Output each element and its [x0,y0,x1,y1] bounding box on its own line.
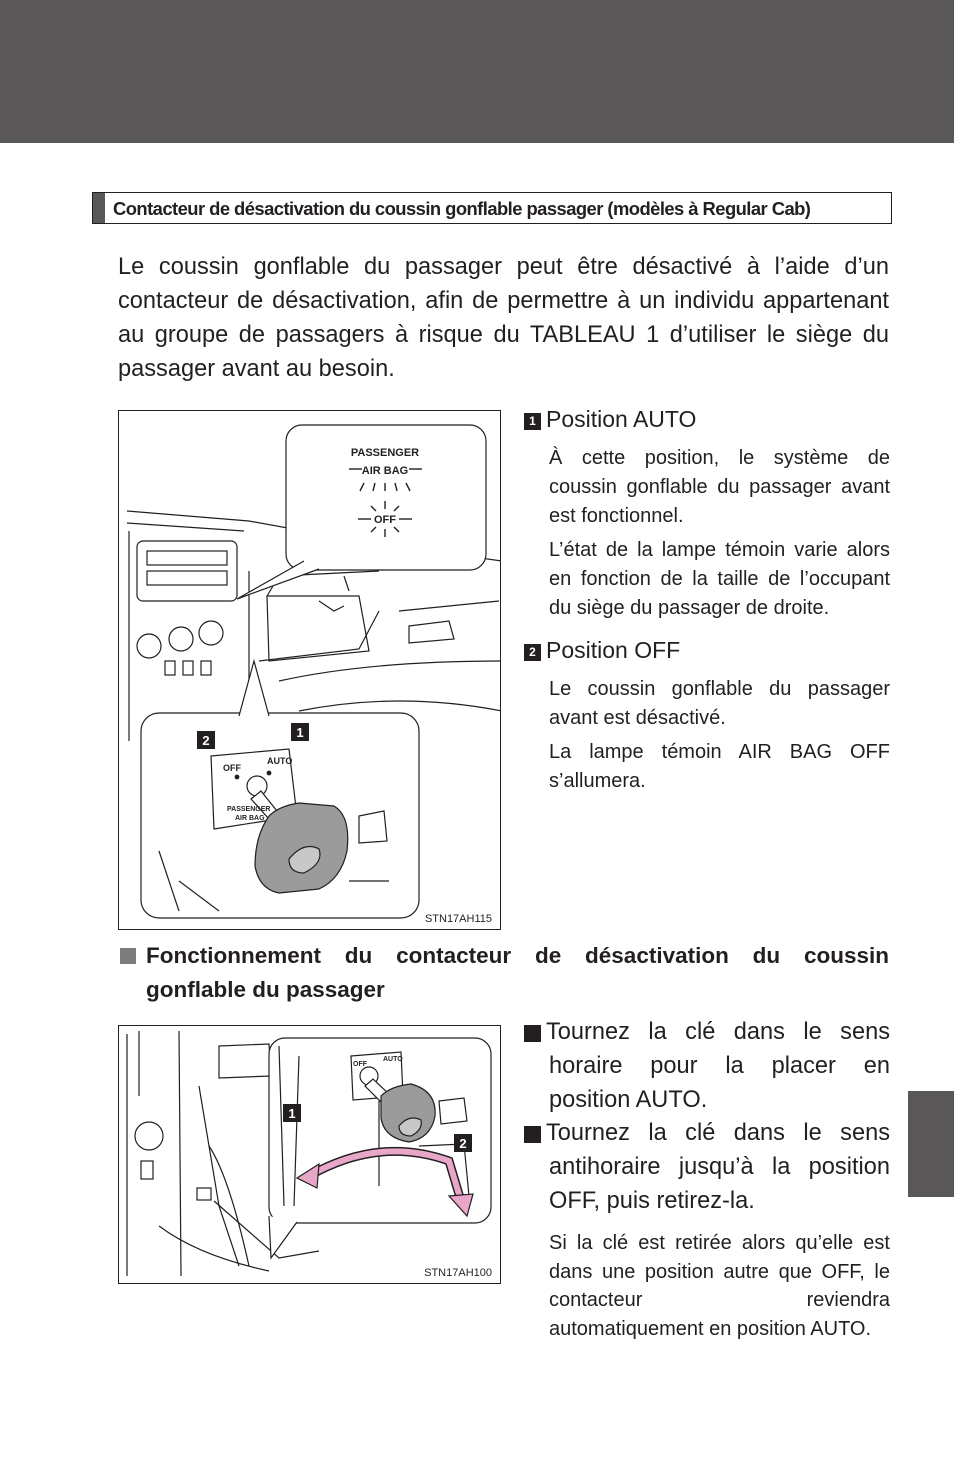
switch-auto-label: AUTO [383,1056,403,1063]
figure-key-operation [118,1025,501,1284]
switch-airbag-label: AIR BAG [235,815,265,822]
figure-airbag-switch-positions [118,410,501,930]
square-bullet-icon [120,948,136,964]
callout-1-label: 1 [296,725,304,740]
lamp-off-text: OFF [374,514,396,526]
switch-off-label: OFF [353,1061,367,1068]
switch-passenger-label: PASSENGER [227,806,271,813]
callout-2-label: 2 [459,1136,467,1151]
intro-paragraph: Le coussin gonflable du passager peut être désactivé à l’aide d’un contacteur de désactivation, afin de permettre à un individu appartenant au groupe de passagers à risque du TABLEAU 1 d’utiliser le siège du passager avant au besoin. [118,254,889,382]
figure-code: STN17AH100 [424,1267,492,1279]
number-badge: 2 [524,644,541,661]
key-removal-note: Si la clé est retirée alors qu’elle est dans une position autre que OFF, le contacteur reviendra automatiquement en position AUTO. [549,1231,890,1341]
steps-column [516,1016,890,1344]
callout-1-label: 1 [288,1106,296,1121]
chapter-tab [908,1091,954,1197]
position-off-title: 2 Position OFF [524,633,890,667]
position-auto-title: 1 Position AUTO [524,402,890,436]
switch-auto-label: AUTO [267,756,293,766]
position-off-text-1: Le coussin gonflable du passager avant est désactivé. [549,677,890,729]
positions-column [524,402,890,796]
section-title: Contacteur de désactivation du coussin gonflable passager (modèles à Regular Cab) [113,198,811,219]
subsection-heading: Fonctionnement du contacteur de désactivation du coussin gonflable du passager [118,939,889,1007]
key-operation-illustration [119,1026,501,1284]
step-clockwise: 1 Tournez la clé dans le sens horaire pour la placer en position AUTO. [516,1019,890,1113]
dashboard-illustration [119,411,501,930]
section-header-bar [93,193,105,223]
position-auto-text-2: L’état de la lampe témoin varie alors en fonction de la taille de l’occupant du siège du passager de droite. [549,539,890,619]
figure-code: STN17AH115 [424,913,492,925]
number-badge: 1 [524,1025,541,1042]
position-off-text-2: La lampe témoin AIR BAG OFF s’allumera. [549,741,890,793]
switch-off-label: OFF [223,763,241,773]
lamp-passenger-text: PASSENGER [350,447,420,459]
step-counterclockwise: 2 Tournez la clé dans le sens antihoraire jusqu’à la position OFF, puis retirez-la. [516,1120,890,1214]
number-badge: 2 [524,1126,541,1143]
section-header [92,192,892,224]
position-auto-text-1: À cette position, le système de coussin gonflable du passager avant est fonctionnel. [549,447,890,527]
number-badge: 1 [524,413,541,430]
lamp-airbag-text: AIR BAG [361,465,409,477]
callout-2-label: 2 [202,733,210,748]
page-header-band [0,0,954,143]
